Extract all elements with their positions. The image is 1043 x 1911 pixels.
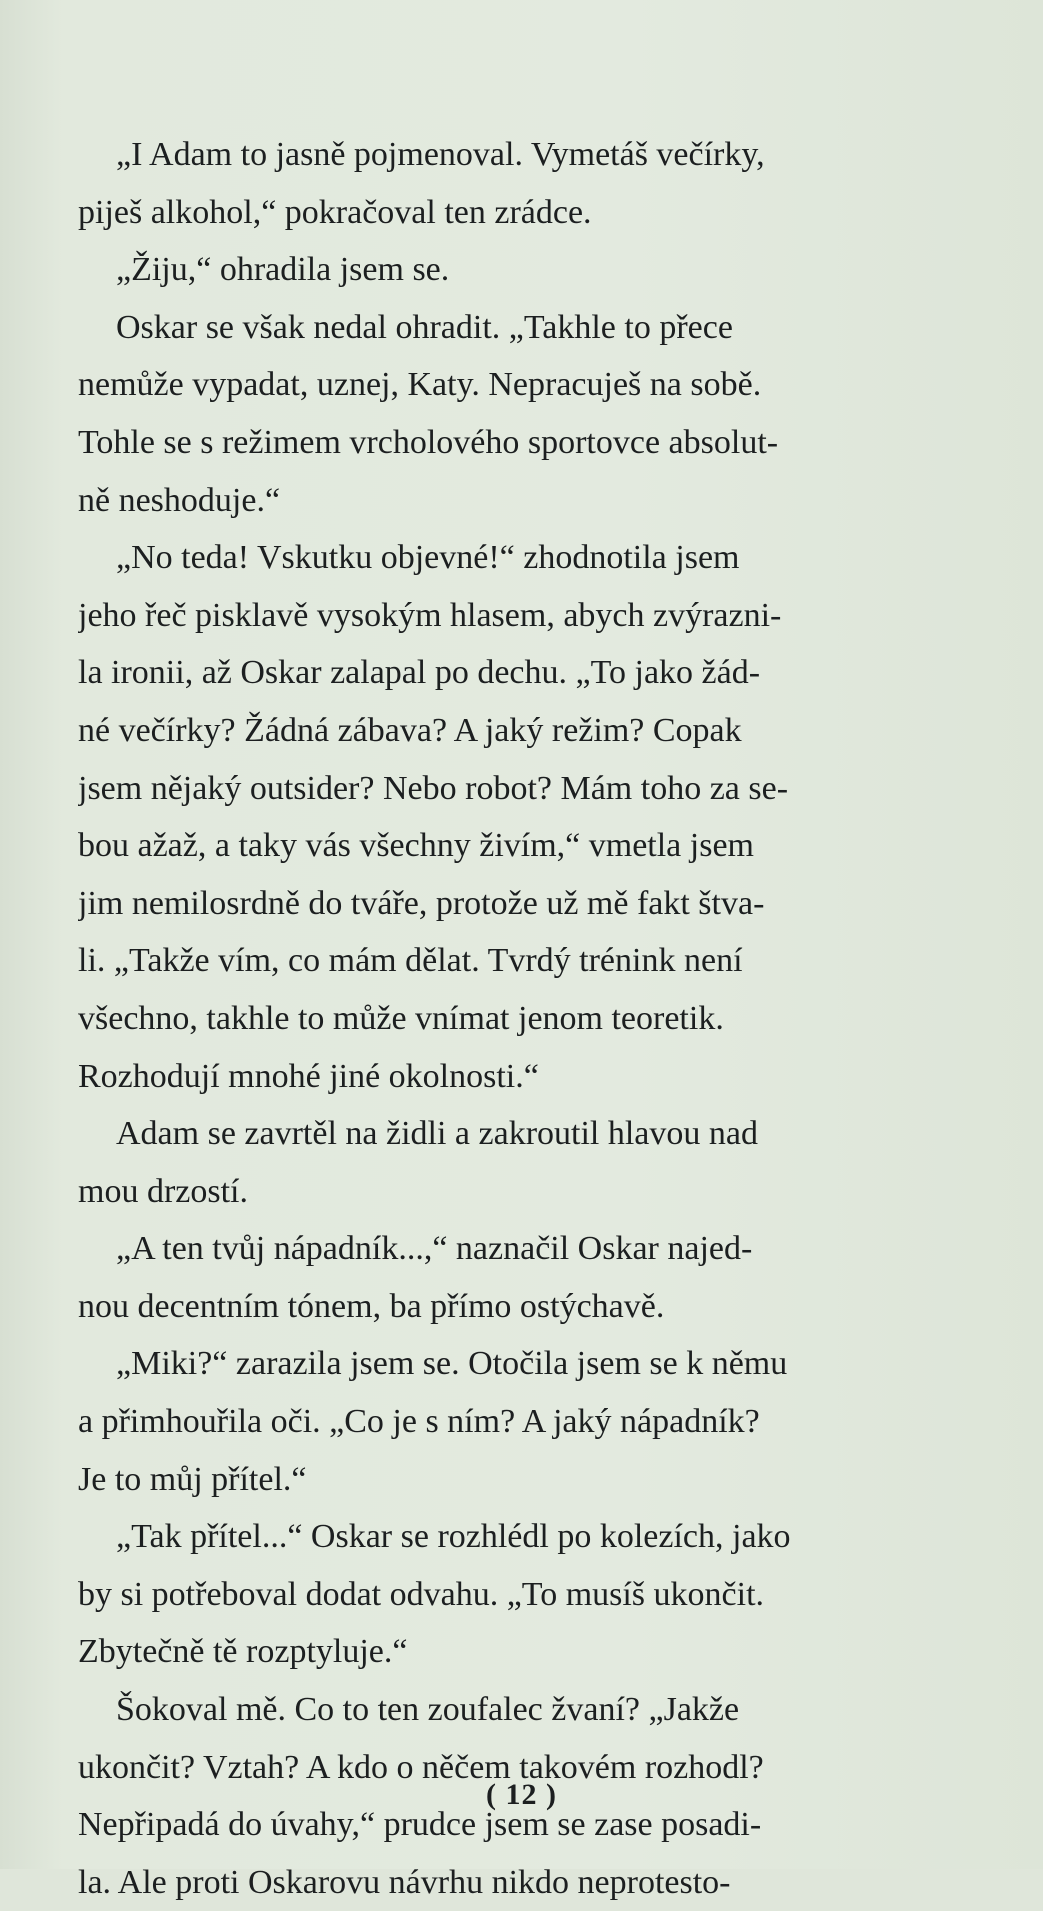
text-line: by si potřeboval dodat odvahu. „To musíš ukončit. <box>78 1575 765 1613</box>
text-line: Rozhodují mnohé jiné okolnosti.“ <box>78 1057 539 1095</box>
text-line: piješ alkohol,“ pokračoval ten zrádce. <box>78 193 592 231</box>
text-line: ně neshoduje.“ <box>78 481 281 519</box>
text-line: jeho řeč pisklavě vysokým hlasem, abych zvýrazni- <box>78 596 782 634</box>
text-line: jsem nějaký outsider? Nebo robot? Mám toho za se- <box>78 769 789 807</box>
text-line: li. „Takže vím, co mám dělat. Tvrdý trénink není <box>78 942 743 980</box>
text-line: Je to můj přítel.“ <box>78 1460 307 1498</box>
text-line: Šokoval mě. Co to ten zoufalec žvaní? „Jakže <box>116 1691 740 1729</box>
text-line: „Miki?“ zarazila jsem se. Otočila jsem se k němu <box>116 1345 788 1383</box>
text-line: Nepřipadá do úvahy,“ prudce jsem se zase posadi- <box>78 1806 762 1844</box>
text-line: nemůže vypadat, uznej, Katy. Nepracuješ na sobě. <box>78 366 762 404</box>
text-line: „I Adam to jasně pojmenoval. Vymetáš večírky, <box>116 136 765 173</box>
text-line: a přimhouřila oči. „Co je s ním? A jaký nápadník? <box>78 1403 760 1441</box>
text-line: Zbytečně tě rozptyluje.“ <box>78 1633 408 1671</box>
body-text <box>78 126 940 1911</box>
text-line: la. Ale proti Oskarovu návrhu nikdo neprotesto- <box>78 1863 731 1901</box>
text-line: Tohle se s režimem vrcholového sportovce absolut- <box>78 423 779 461</box>
text-line: mou drzostí. <box>78 1172 248 1210</box>
text-line: Oskar se však nedal ohradit. „Takhle to přece <box>116 308 733 346</box>
text-line: bou ažaž, a taky vás všechny živím,“ vmetla jsem <box>78 827 754 865</box>
text-line: „Žiju,“ ohradila jsem se. <box>116 251 450 289</box>
text-line: nou decentním tónem, ba přímo ostýchavě. <box>78 1287 665 1325</box>
text-line: né večírky? Žádná zábava? A jaký režim? Copak <box>78 711 742 749</box>
text-line: všechno, takhle to může vnímat jenom teoretik. <box>78 999 724 1037</box>
text-line: „Tak přítel...“ Oskar se rozhlédl po kolezích, jako <box>116 1518 791 1556</box>
text-line: jim nemilosrdně do tváře, protože už mě fakt štva- <box>78 884 765 922</box>
page-number: ( 12 ) <box>486 1778 557 1811</box>
text-line: „A ten tvůj nápadník...,“ naznačil Oskar najed- <box>116 1230 753 1268</box>
text-line: Adam se zavrtěl na židli a zakroutil hlavou nad <box>116 1115 758 1153</box>
text-line: la ironii, až Oskar zalapal po dechu. „To jako žád- <box>78 654 761 692</box>
text-line: „No teda! Vskutku objevné!“ zhodnotila jsem <box>116 539 740 577</box>
text-line: ukončit? Vztah? A kdo o něčem takovém rozhodl? <box>78 1748 764 1786</box>
